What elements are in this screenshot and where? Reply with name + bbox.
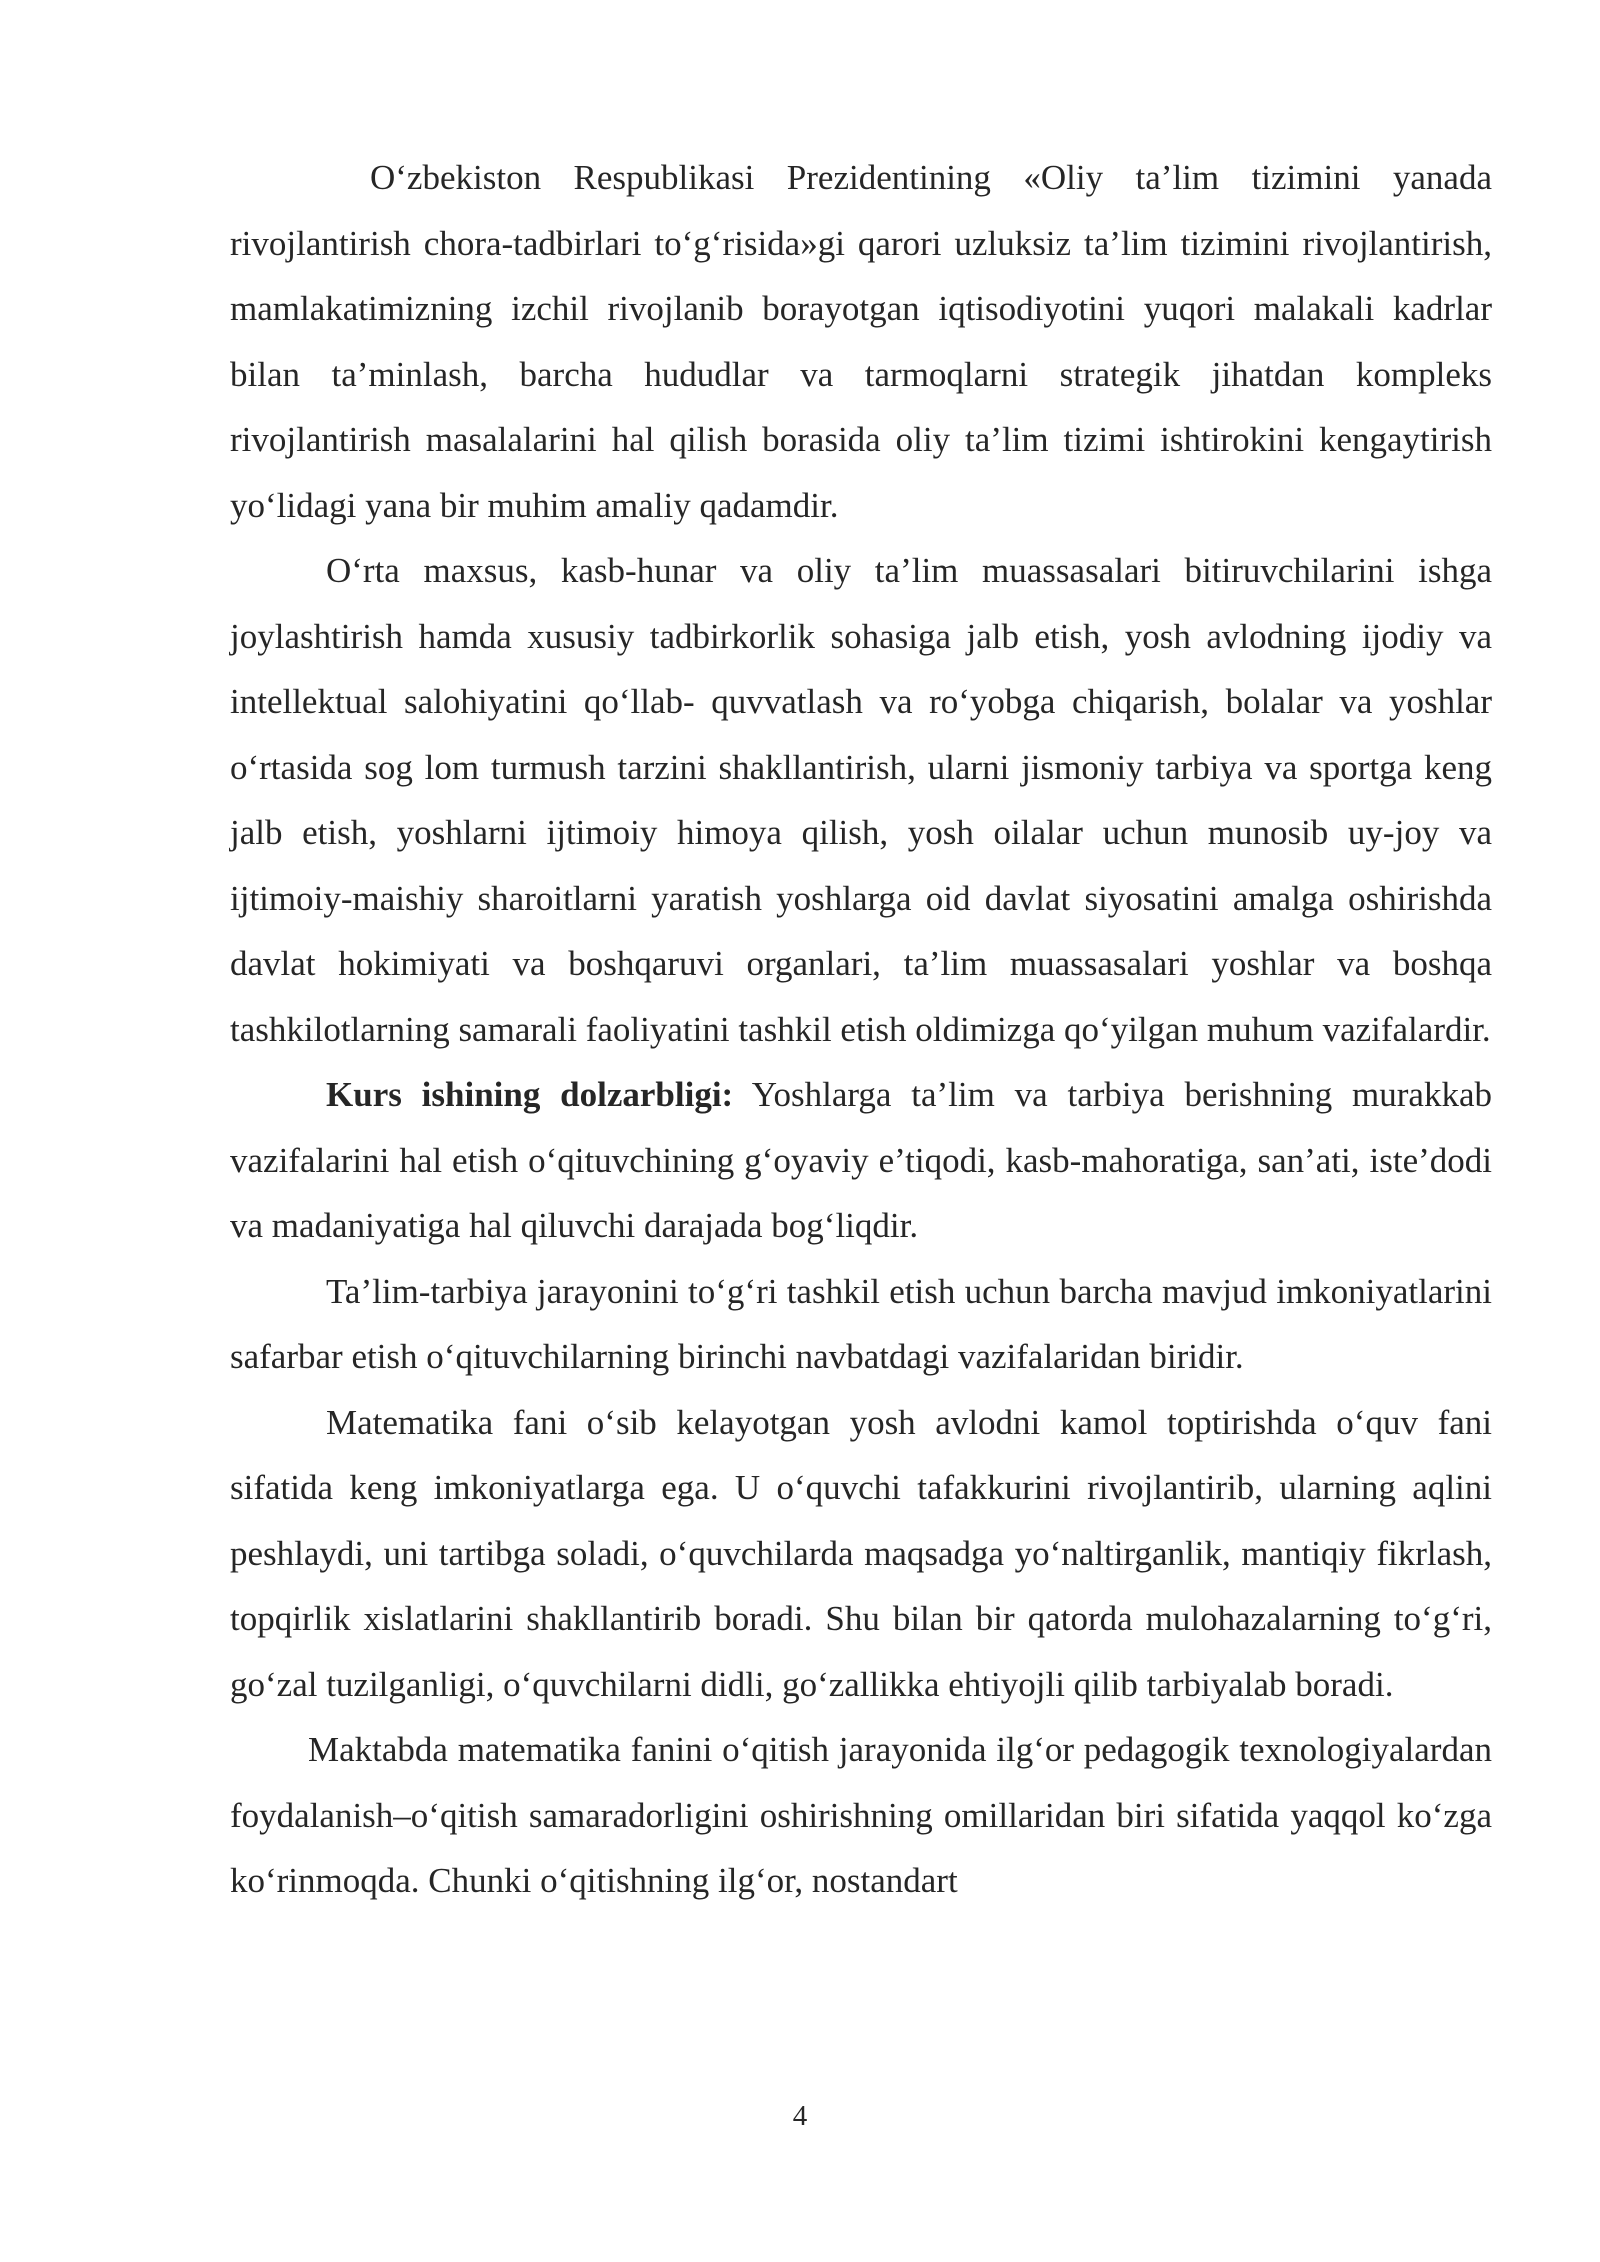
paragraph-education-process: Ta’lim-tarbiya jarayonini to‘g‘ri tashkil etish uchun barcha mavjud imkoniyatlarini safarbar etish o‘qituvchilarning birinchi navbatdagi vazifalaridan biridir. xyxy=(230,1271,1492,1376)
relevance-text: Yoshlarga ta’lim va tarbiya berishning murakkab vazifalarini hal etish o‘qituvchining g‘oyaviy e’tiqodi, kasb-mahoratiga, san’ati, iste’dodi va madaniyatiga hal qiluvchi darajada bog‘liqdir. xyxy=(230,1075,1492,1245)
paragraph-president-decree: O‘zbekiston Respublikasi Prezidentining «Oliy ta’lim tizimini yanada rivojlantirish chora-tadbirlari to‘g‘risida»gi qarori uzluksiz ta’lim tizimini rivojlantirish, mamlakatimizning izchil rivojlanib borayotgan iqtisodiyotini yuqori malakali kadrlar bilan ta’minlash, barcha hududlar va tarmoqlarni strategik jihatdan kompleks rivojlantirish masalalarini hal qilish borasida oliy ta’lim tizimi ishtirokini kengaytirish yo‘lidagi yana bir muhim amaliy qadamdir. xyxy=(230,158,1492,525)
page-number: 4 xyxy=(792,2100,808,2132)
relevance-heading: Kurs ishining dolzarbligi: xyxy=(326,1075,734,1114)
paragraph-mathematics-subject: Matematika fani o‘sib kelayotgan yosh avlodni kamol toptirishda o‘quv fani sifatida keng imkoniyatlarga ega. U o‘quvchi tafakkurini rivojlantirib, ularning aqlini peshlaydi, uni tartibga soladi, o‘quvchilarda maqsadga yo‘naltirganlik, mantiqiy fikrlash, topqirlik xislatlarini shakllantirib boradi. Shu bilan bir qatorda mulohazalarning to‘g‘ri, go‘zal tuzilganligi, o‘quvchilarni didli, go‘zallikka ehtiyojli qilib tarbiyalab boradi. xyxy=(230,1402,1492,1704)
body-text xyxy=(230,145,1492,1914)
paragraph-graduates-employment: O‘rta maxsus, kasb-hunar va oliy ta’lim muassasalari bitiruvchilarini ishga joylashtirish hamda xususiy tadbirkorlik sohasiga jalb etish, yosh avlodning ijodiy va intellektual salohiyatini qo‘llab- quvvatlash va ro‘yobga chiqarish, bolalar va yoshlar o‘rtasida sog lom turmush tarzini shakllantirish, ularni jismoniy tarbiya va sportga keng jalb etish, yoshlarni ijtimoiy himoya qilish, yosh oilalar uchun munosib uy-joy va ijtimoiy-maishiy sharoitlarni yaratish yoshlarga oid davlat siyosatini amalga oshirishda davlat hokimiyati va boshqaruvi organlari, ta’lim muassasalari yoshlar va boshqa tashkilotlarning samarali faoliyatini tashkil etish oldimizga qo‘yilgan muhum vazifalardir. xyxy=(230,551,1492,1049)
paragraph-relevance xyxy=(230,1062,1492,1259)
paragraph-pedagogical-technologies: Maktabda matematika fanini o‘qitish jarayonida ilg‘or pedagogik texnologiyalardan foydalanish–o‘qitish samaradorligini oshirishning omillaridan biri sifatida yaqqol ko‘zga ko‘rinmoqda. Chunki o‘qitishning ilg‘or, nostandart xyxy=(230,1730,1492,1900)
